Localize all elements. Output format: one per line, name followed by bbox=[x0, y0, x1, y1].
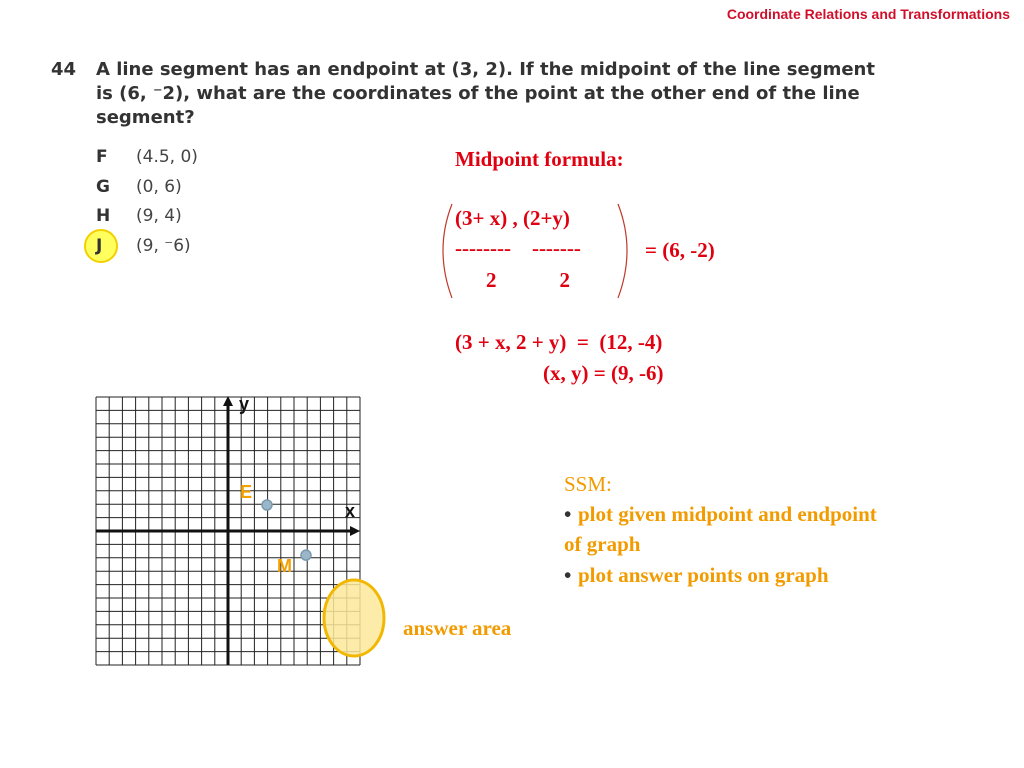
choice-j[interactable] bbox=[96, 233, 191, 259]
formula-numerator: (3+ x) , (2+y) bbox=[455, 206, 570, 230]
plotted-points bbox=[262, 500, 311, 560]
plot-point-e bbox=[262, 500, 272, 510]
answer-area-label: answer area bbox=[403, 616, 512, 640]
ssm-item-text: plot answer points on graph bbox=[578, 563, 829, 587]
formula-dashes: -------- ------- bbox=[455, 236, 581, 260]
x-axis-label: x bbox=[345, 501, 356, 521]
question-text: A line segment has an endpoint at (3, 2). If the midpoint of the line segment is (6, ⁻2), what are the coordinates of the point at the other end of the line segment? bbox=[96, 59, 875, 128]
grid-lines bbox=[96, 397, 360, 665]
formula-denominators: 2 2 bbox=[486, 268, 570, 292]
choice-letter: H bbox=[96, 206, 111, 226]
choice-letter: G bbox=[96, 177, 110, 197]
choice-value: (9, 4) bbox=[136, 206, 182, 226]
question-number: 44 bbox=[51, 59, 77, 80]
y-axis-label: y bbox=[239, 394, 250, 414]
formula-equals: = (6, -2) bbox=[645, 238, 715, 262]
ssm-title: SSM: bbox=[564, 472, 612, 496]
slide-header-title: Coordinate Relations and Transformations bbox=[726, 6, 1010, 22]
midpoint-heading: Midpoint formula: bbox=[455, 147, 624, 171]
choice-value: (4.5, 0) bbox=[136, 147, 198, 167]
plot-point-m bbox=[301, 550, 311, 560]
y-axis bbox=[223, 396, 233, 665]
answer-area-ellipse bbox=[324, 580, 384, 656]
solution-step-2: (x, y) = (9, -6) bbox=[543, 361, 664, 385]
choice-f[interactable] bbox=[96, 144, 198, 170]
ssm-item-2 bbox=[564, 560, 829, 590]
choice-value: (0, 6) bbox=[136, 177, 182, 197]
solution-step-1: (3 + x, 2 + y) = (12, -4) bbox=[455, 330, 663, 354]
choice-letter: J bbox=[96, 236, 103, 256]
choice-g[interactable] bbox=[96, 174, 182, 200]
choice-h[interactable] bbox=[96, 203, 182, 229]
ssm-item-1 bbox=[564, 499, 894, 559]
choice-value: (9, ⁻6) bbox=[136, 236, 191, 256]
x-axis bbox=[96, 526, 360, 536]
bullet-icon: • bbox=[564, 502, 572, 526]
point-label-e: E bbox=[240, 482, 253, 502]
choice-letter: F bbox=[96, 147, 108, 167]
ssm-item-text: plot given midpoint and endpoint of graph bbox=[564, 502, 877, 556]
bullet-icon: • bbox=[564, 563, 572, 587]
point-label-m: M bbox=[277, 556, 292, 576]
